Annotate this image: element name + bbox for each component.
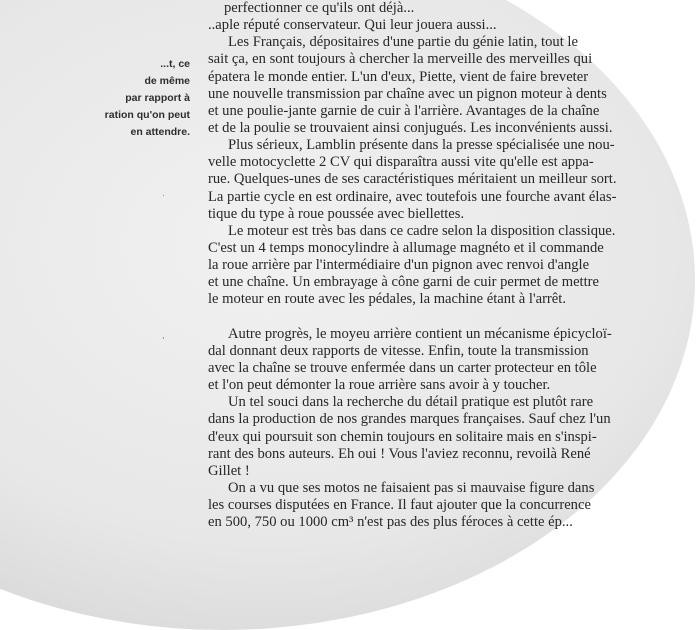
text-line: On a vu que ses motos ne faisaient pas si mauvaise figure dans [228, 479, 595, 496]
text-line: tique du type à roue poussée avec biellettes. [208, 205, 465, 222]
paragraph-gap [208, 309, 688, 326]
text-line: Un tel souci dans la recherche du détail pratique est plutôt rare [228, 394, 594, 411]
stray-mark: , [162, 330, 165, 340]
text-line: velle motocyclette 2 CV qui disparaîtra aussi vite qu'elle est appa- [208, 154, 594, 171]
text-line: épatera le monde entier. L'un d'eux, Piette, vient de faire breveter [208, 68, 589, 85]
text-line: La partie cycle en est ordinaire, avec toutefois une fourche avant élas- [208, 188, 617, 205]
sidebar-line: par rapport à [125, 92, 190, 104]
text-line: d'eux qui poursuit son chemin toujours en solitaire mais en s'inspi- [208, 428, 597, 445]
stray-mark: · [162, 190, 165, 200]
text-line: les courses disputées en France. Il faut ajouter que la concurrence [208, 497, 591, 514]
sidebar-line: ...t, ce [160, 58, 190, 70]
sidebar-line: ration qu'on peut [104, 109, 190, 121]
text-line: rue. Quelques-unes de ses caractéristiques méritaient un meilleur sort. [208, 171, 617, 188]
text-line: perfectionner ce qu'ils ont déjà... [224, 0, 415, 16]
article-body [208, 0, 688, 531]
sidebar-line: de même [144, 75, 190, 87]
text-line: le moteur en route avec les pédales, la machine étant à l'arrêt. [208, 291, 566, 308]
text-line: et une poulie-jante garnie de cuir à l'arrière. Avantages de la chaîne [208, 102, 600, 119]
text-line: sait ça, en sont toujours à chercher la merveille des merveilles qui [208, 51, 593, 68]
text-line: et de la poulie se trouvaient ainsi conjugués. Les inconvénients aussi. [208, 119, 613, 136]
text-line: en 500, 750 ou 1000 cm³ n'est pas des plus féroces à cette ép... [208, 514, 573, 531]
text-line: Plus sérieux, Lamblin présente dans la presse spécialisée une nou- [228, 137, 615, 154]
text-line: Autre progrès, le moyeu arrière contient un mécanisme épicycloï- [228, 325, 612, 342]
sidebar-line: en attendre. [130, 126, 190, 138]
text-line: Le moteur est très bas dans ce cadre selon la disposition classique. [228, 222, 616, 239]
text-line: ..aple réputé conservateur. Qui leur jouera aussi... [208, 17, 497, 34]
text-line: avec la chaîne se trouve enfermée dans un carter protecteur en tôle [208, 359, 597, 376]
text-line: Gillet ! [208, 462, 250, 479]
text-line: et une chaîne. Un embrayage à cône garni de cuir permet de mettre [208, 274, 600, 291]
text-line: Les Français, dépositaires d'une partie du génie latin, tout le [228, 34, 578, 51]
text-line: dans la production de nos grandes marques françaises. Sauf chez l'un [208, 411, 611, 428]
text-line: C'est un 4 temps monocylindre à allumage magnéto et il commande [208, 239, 604, 256]
text-line: et l'on peut démonter la roue arrière sans avoir à y toucher. [208, 377, 551, 394]
text-line: dal donnant deux rapports de vitesse. Enfin, toute la transmission [208, 342, 589, 359]
text-line: une nouvelle transmission par chaîne avec un pignon moteur à dents [208, 85, 607, 102]
sidebar-caption [0, 56, 190, 141]
text-line: rant des bons auteurs. Eh oui ! Vous l'aviez reconnu, revoilà René [208, 445, 591, 462]
text-line: la roue arrière par l'intermédiaire d'un pignon avec renvoi d'angle [208, 257, 590, 274]
